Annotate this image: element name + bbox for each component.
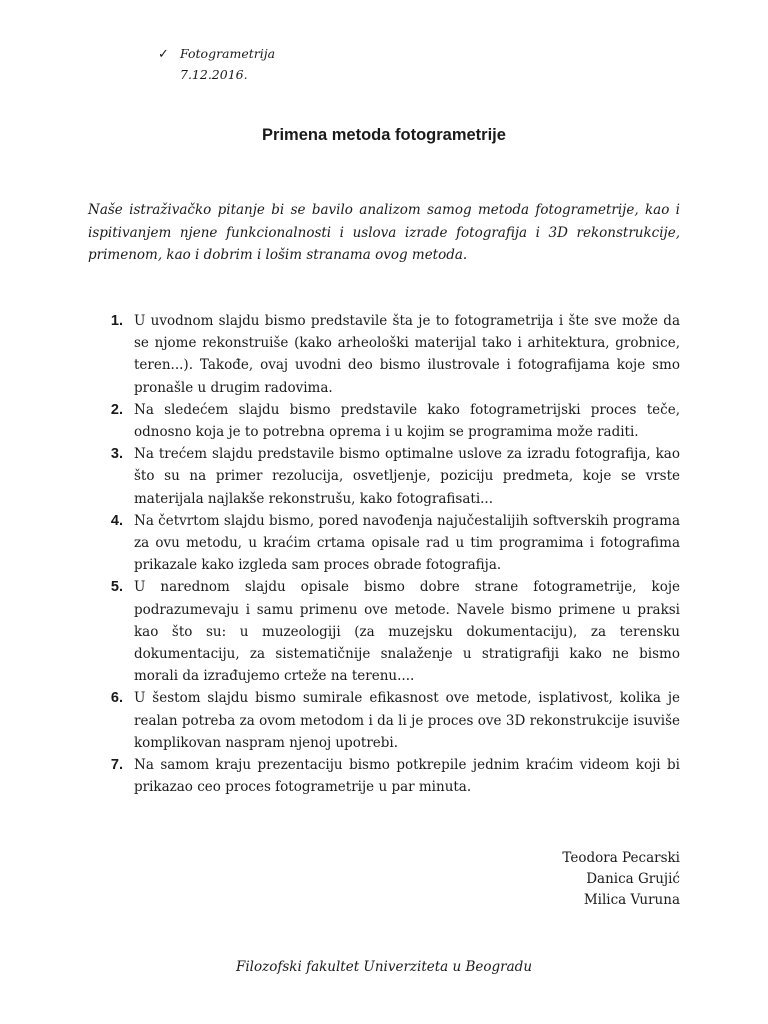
document-title: Primena metoda fotogrametrije: [262, 126, 506, 144]
document-header: [158, 44, 275, 85]
list-item: [88, 754, 680, 798]
list-item-number: 3.: [110, 446, 123, 463]
list-item: [88, 687, 680, 754]
list-item-number: 4.: [110, 512, 123, 529]
author-name: Milica Vuruna: [583, 892, 680, 908]
list-item: [88, 576, 680, 687]
list-item: [88, 443, 680, 510]
checkmark-icon: ✓: [158, 47, 169, 62]
list-item-text: Na trećem slajdu predstavile bismo optimalne uslove za izradu fotografija, kao što su na primer rezolucija, osvetljenje, poziciju predmeta, koje se vrste materijala najlakše rekonstrušu, kako fotografisati...: [134, 446, 680, 507]
list-item: [88, 510, 680, 577]
list-item: [88, 310, 680, 399]
list-item-number: 1.: [110, 313, 123, 329]
numbered-list: [88, 310, 680, 798]
author-signatures: [562, 848, 680, 911]
institution-footer: Filozofski fakultet Univerziteta u Beogradu: [235, 959, 533, 975]
list-item-text: Na samom kraju prezentaciju bismo potkrepile jednim kraćim videom koji bi prikazao ceo proces fotogrametrije u par minuta.: [134, 757, 680, 796]
subject-line: [158, 44, 275, 65]
list-item-text: Na četvrtom slajdu bismo, pored navođenja najučestalijih softverskih programa za ovu metodu, u kraćim crtama opisale rad u tim programima i fotografima prikazale kako izgleda sam proces obrade fotografija.: [134, 512, 680, 574]
date-text: 7.12.2016.: [180, 67, 248, 82]
list-item-text: U uvodnom slajdu bismo predstavile šta je to fotogrametrija i šte sve može da se njome rekonstruiše (kako arheološki materijal tako i arhitektura, grobnice, teren...). Takođe, ovaj uvodni deo bismo ilustrovale i fotografijama koje smo pronašle u drugim radovima.: [134, 313, 680, 396]
list-item-text: U šestom slajdu bismo sumirale efikasnost ove metode, isplativost, kolika je realan potreba za ovom metodom i da li je proces ove 3D rekonstrukcije isuviše komplikovan naspram njenoj upotrebi.: [134, 690, 680, 751]
list-item-number: 2.: [110, 401, 123, 418]
author-name: Danica Grujić: [586, 871, 680, 887]
list-item-text: U narednom slajdu opisale bismo dobre strane fotogrametrije, koje podrazumevaju i samu primenu ove metode. Navele bismo primene u praksi kao što su: u muzeologiji (za muzejsku dokumentaciju), za terensku dokumentaciju, za sistematičnije snalaženje u stratigrafiji kako ne bismo morali da izrađujemo crteže na terenu....: [134, 579, 680, 685]
list-item-number: 6.: [110, 690, 123, 707]
list-item-text: Na sledećem slajdu bismo predstavile kako fotogrametrijski proces teče, odnosno koja je to potrebna oprema i u kojim se programima može raditi.: [134, 401, 680, 441]
list-item-number: 5.: [110, 579, 123, 596]
author-name: Teodora Pecarski: [562, 850, 680, 866]
list-item-number: 7.: [110, 757, 123, 774]
subject-text: Fotogrametrija: [180, 46, 276, 61]
list-item: [88, 399, 680, 443]
intro-paragraph: Naše istraživačko pitanje bi se bavilo analizom samog metoda fotogrametrije, kao i ispitivanjem njene funkcionalnosti i uslova izrade fotografija i 3D rekonstrukcije, primenom, kao i dobrim i lošim stranama ovog metoda.: [88, 202, 680, 263]
